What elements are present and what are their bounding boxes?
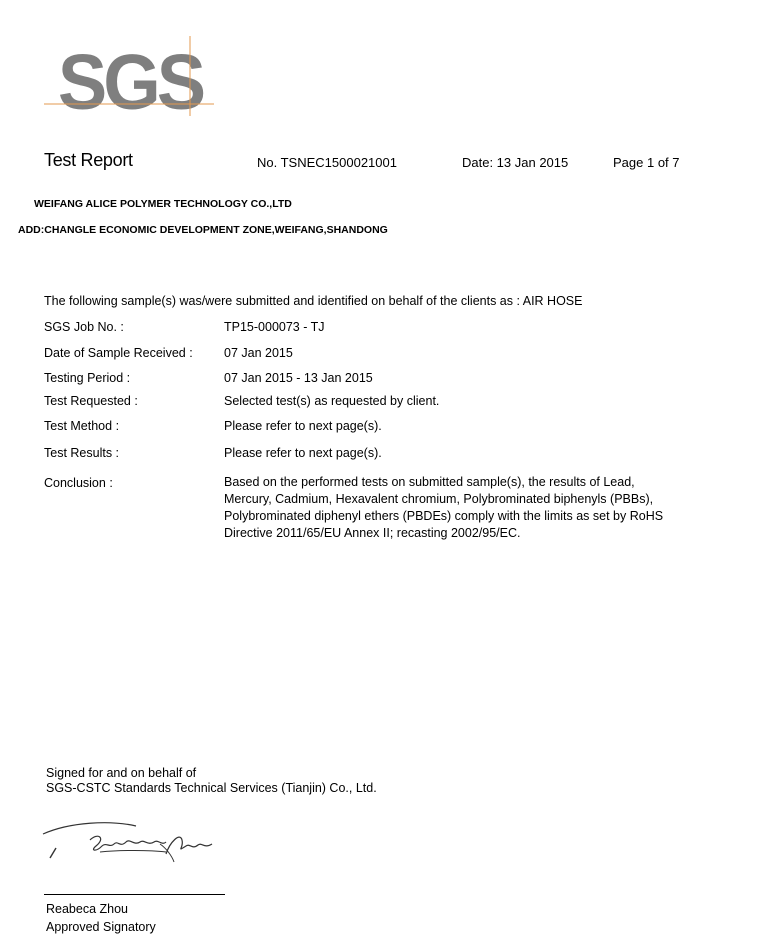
client-address: ADD:CHANGLE ECONOMIC DEVELOPMENT ZONE,WEIFANG,SHANDONG <box>18 224 388 236</box>
client-name: WEIFANG ALICE POLYMER TECHNOLOGY CO.,LTD <box>34 198 292 210</box>
job-no-label: SGS Job No. : <box>44 320 124 334</box>
signature-line <box>44 894 225 895</box>
test-requested-label: Test Requested : <box>44 394 138 408</box>
test-results-label: Test Results : <box>44 446 120 460</box>
test-results-value: Please refer to next page(s). <box>224 446 382 460</box>
test-requested-value: Selected test(s) as requested by client. <box>224 394 440 408</box>
conclusion-text <box>224 474 724 542</box>
signed-on-behalf: Signed for and on behalf of <box>46 766 197 780</box>
report-number: No. TSNEC1500021001 <box>257 155 397 170</box>
sgs-logo <box>44 36 216 118</box>
signatory-title: Approved Signatory <box>46 920 156 934</box>
test-method-value: Please refer to next page(s). <box>224 419 382 433</box>
page-indicator: Page 1 of 7 <box>613 155 680 170</box>
sample-received-label: Date of Sample Received : <box>44 346 193 360</box>
signatory-name: Reabeca Zhou <box>46 902 129 916</box>
job-no-value: TP15-000073 - TJ <box>224 320 325 334</box>
sample-received-value: 07 Jan 2015 <box>224 346 293 360</box>
sample-intro: The following sample(s) was/were submitted and identified on behalf of the clients as : AIR HOSE <box>44 294 583 308</box>
conclusion-line: Based on the performed tests on submitted sample(s), the results of Lead, <box>224 475 635 489</box>
conclusion-line: Mercury, Cadmium, Hexavalent chromium, Polybrominated biphenyls (PBBs), <box>224 492 654 506</box>
conclusion-label: Conclusion : <box>44 476 113 490</box>
testing-period-label: Testing Period : <box>44 371 131 385</box>
report-title: Test Report <box>44 150 133 170</box>
test-method-label: Test Method : <box>44 419 120 433</box>
report-date: Date: 13 Jan 2015 <box>462 155 569 170</box>
testing-period-value: 07 Jan 2015 - 13 Jan 2015 <box>224 371 373 385</box>
signing-company: SGS-CSTC Standards Technical Services (Tianjin) Co., Ltd. <box>46 781 377 795</box>
svg-text:SGS: SGS <box>57 38 203 118</box>
handwritten-signature <box>40 818 220 876</box>
conclusion-line: Directive 2011/65/EU Annex II; recasting 2002/95/EC. <box>224 526 521 540</box>
conclusion-line: Polybrominated diphenyl ethers (PBDEs) comply with the limits as set by RoHS <box>224 509 664 523</box>
